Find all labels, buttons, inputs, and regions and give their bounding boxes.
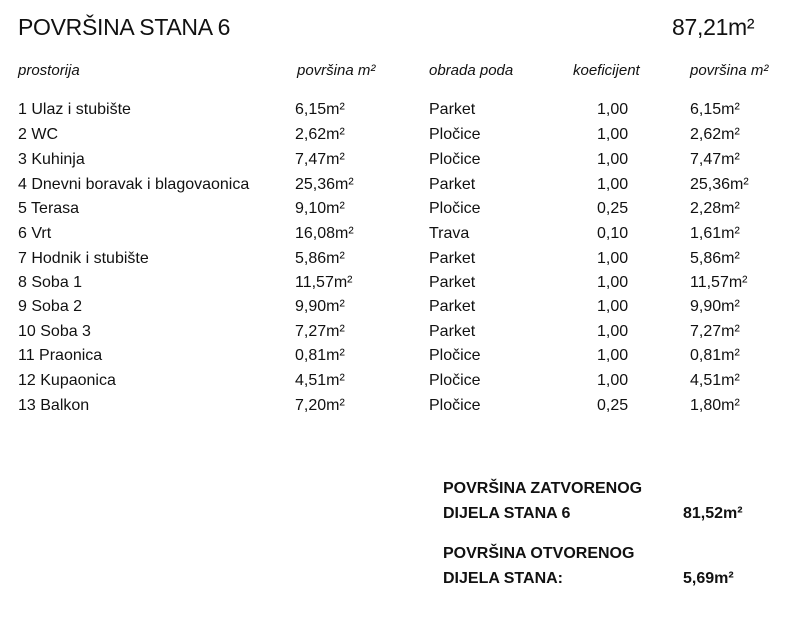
room-result: 2,28m² xyxy=(690,200,740,217)
header-area: površina m² xyxy=(297,62,376,79)
room-area: 6,15m² xyxy=(295,101,345,118)
room-area: 2,62m² xyxy=(295,126,345,143)
closed-area-label-line1: POVRŠINA ZATVORENOG xyxy=(443,480,643,497)
room-name: 4 Dnevni boravak i blagovaonica xyxy=(18,176,250,193)
room-result: 0,81m² xyxy=(690,347,740,364)
room-result: 7,47m² xyxy=(690,151,740,168)
table-row xyxy=(0,151,795,175)
room-area: 16,08m² xyxy=(295,225,354,242)
room-coefficient: 1,00 xyxy=(597,126,629,143)
room-result: 7,27m² xyxy=(690,323,740,340)
room-floor: Pločice xyxy=(429,200,481,217)
room-name: 6 Vrt xyxy=(18,225,52,242)
table-row xyxy=(0,347,795,371)
room-area: 9,10m² xyxy=(295,200,345,217)
room-result: 5,86m² xyxy=(690,250,740,267)
header-floor: obrada poda xyxy=(429,62,514,79)
room-floor: Pločice xyxy=(429,347,481,364)
room-name: 10 Soba 3 xyxy=(18,323,91,340)
table-row xyxy=(0,126,795,150)
table-row xyxy=(0,323,795,347)
room-coefficient: 1,00 xyxy=(597,372,629,389)
room-coefficient: 1,00 xyxy=(597,274,629,291)
room-floor: Pločice xyxy=(429,397,481,414)
open-area-value: 5,69m² xyxy=(683,570,734,587)
room-floor: Parket xyxy=(429,101,476,118)
table-row xyxy=(0,225,795,249)
room-floor: Parket xyxy=(429,323,476,340)
room-area: 4,51m² xyxy=(295,372,345,389)
open-area-label-line1: POVRŠINA OTVORENOG xyxy=(443,545,635,562)
room-name: 13 Balkon xyxy=(18,397,90,414)
table-row xyxy=(0,176,795,200)
closed-area-label-line2: DIJELA STANA 6 xyxy=(443,505,571,522)
room-area: 7,20m² xyxy=(295,397,345,414)
room-name: 7 Hodnik i stubište xyxy=(18,250,149,267)
table-row xyxy=(0,200,795,224)
room-coefficient: 0,25 xyxy=(597,200,629,217)
table-row xyxy=(0,101,795,125)
room-name: 8 Soba 1 xyxy=(18,274,83,291)
header-result: površina m² xyxy=(690,62,769,79)
room-name: 2 WC xyxy=(18,126,58,143)
room-name: 11 Praonica xyxy=(18,347,103,364)
room-area: 25,36m² xyxy=(295,176,354,193)
room-result: 25,36m² xyxy=(690,176,749,193)
room-coefficient: 0,10 xyxy=(597,225,629,242)
table-row xyxy=(0,397,795,421)
room-coefficient: 0,25 xyxy=(597,397,629,414)
room-result: 1,61m² xyxy=(690,225,740,242)
table-row xyxy=(0,298,795,322)
room-coefficient: 1,00 xyxy=(597,323,629,340)
header-coefficient: koeficijent xyxy=(573,62,640,79)
room-area: 7,27m² xyxy=(295,323,345,340)
room-coefficient: 1,00 xyxy=(597,101,629,118)
room-floor: Pločice xyxy=(429,151,481,168)
room-coefficient: 1,00 xyxy=(597,176,629,193)
room-coefficient: 1,00 xyxy=(597,298,629,315)
open-area-label-line2: DIJELA STANA: xyxy=(443,570,563,587)
page-title: POVRŠINA STANA 6 xyxy=(18,14,231,40)
room-result: 9,90m² xyxy=(690,298,740,315)
room-result: 4,51m² xyxy=(690,372,740,389)
room-result: 2,62m² xyxy=(690,126,740,143)
room-floor: Pločice xyxy=(429,126,481,143)
room-area: 5,86m² xyxy=(295,250,345,267)
room-floor: Parket xyxy=(429,298,476,315)
total-area: 87,21m² xyxy=(672,14,755,40)
room-area: 11,57m² xyxy=(295,274,353,291)
room-coefficient: 1,00 xyxy=(597,250,629,267)
table-row xyxy=(0,372,795,396)
header-room: prostorija xyxy=(18,62,80,79)
room-name: 5 Terasa xyxy=(18,200,80,217)
room-result: 1,80m² xyxy=(690,397,740,414)
room-area: 7,47m² xyxy=(295,151,345,168)
room-name: 3 Kuhinja xyxy=(18,151,85,168)
table-row xyxy=(0,250,795,274)
room-area: 9,90m² xyxy=(295,298,345,315)
room-floor: Pločice xyxy=(429,372,481,389)
room-floor: Trava xyxy=(429,225,470,242)
room-coefficient: 1,00 xyxy=(597,151,629,168)
closed-area-value: 81,52m² xyxy=(683,505,743,522)
room-name: 9 Soba 2 xyxy=(18,298,83,315)
table-row xyxy=(0,274,795,298)
room-area: 0,81m² xyxy=(295,347,345,364)
room-floor: Parket xyxy=(429,274,476,291)
room-floor: Parket xyxy=(429,176,476,193)
room-coefficient: 1,00 xyxy=(597,347,629,364)
room-result: 11,57m² xyxy=(690,274,748,291)
room-floor: Parket xyxy=(429,250,476,267)
room-result: 6,15m² xyxy=(690,101,740,118)
room-name: 1 Ulaz i stubište xyxy=(18,101,131,118)
room-name: 12 Kupaonica xyxy=(18,372,116,389)
